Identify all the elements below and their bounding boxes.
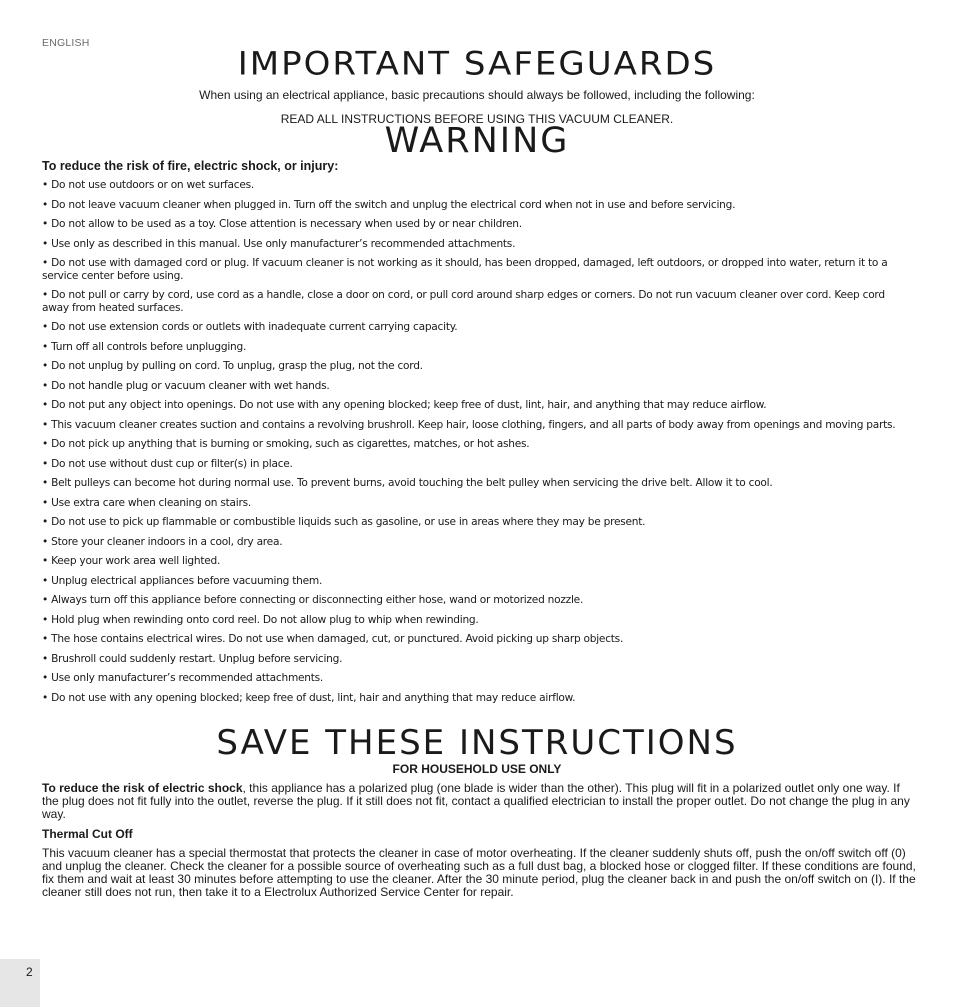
- read-all-instructions: READ ALL INSTRUCTIONS BEFORE USING THIS VACUUM CLEANER.: [280, 112, 674, 126]
- warning-item: • Brushroll could suddenly restart. Unplug before servicing.: [42, 653, 902, 666]
- warning-item: • Always turn off this appliance before connecting or disconnecting either hose, wand or motorized nozzle.: [42, 594, 902, 607]
- warning-item: • Do not allow to be used as a toy. Close attention is necessary when used by or near children.: [42, 218, 902, 231]
- language-label: ENGLISH: [42, 37, 90, 49]
- thermal-cutoff-heading: Thermal Cut Off: [42, 827, 133, 841]
- warning-item: • Keep your work area well lighted.: [42, 555, 902, 568]
- warning-item: • Belt pulleys can become hot during normal use. To prevent burns, avoid touching the belt pulley when servicing the drive belt. Allow it to cool.: [42, 477, 902, 490]
- intro-text: When using an electrical appliance, basic precautions should always be followed, including the following:: [199, 88, 755, 102]
- warning-item: • Do not put any object into openings. Do not use with any opening blocked; keep free of dust, lint, hair, and anything that may reduce airflow.: [42, 399, 902, 412]
- title-important-safeguards: IMPORTANT SAFEGUARDS: [237, 45, 717, 83]
- warning-item: • Do not pick up anything that is burning or smoking, such as cigarettes, matches, or hot ashes.: [42, 438, 902, 451]
- page-number: 2: [26, 965, 33, 979]
- warning-list: [42, 179, 902, 711]
- warning-item: • Use extra care when cleaning on stairs.: [42, 497, 902, 510]
- electric-shock-lead: To reduce the risk of electric shock: [42, 781, 243, 795]
- warning-item: • Hold plug when rewinding onto cord reel. Do not allow plug to whip when rewinding.: [42, 614, 902, 627]
- warning-item: • Do not leave vacuum cleaner when plugged in. Turn off the switch and unplug the electrical cord when not in use and before servicing.: [42, 199, 902, 212]
- page-number-tab: [0, 959, 40, 1007]
- household-use-only: FOR HOUSEHOLD USE ONLY: [392, 762, 562, 776]
- electric-shock-paragraph: [42, 782, 917, 821]
- warning-item: • Use only manufacturer’s recommended attachments.: [42, 672, 902, 685]
- title-warning: WARNING: [384, 121, 570, 161]
- warning-item: • Store your cleaner indoors in a cool, dry area.: [42, 536, 902, 549]
- warning-item: • Do not unplug by pulling on cord. To unplug, grasp the plug, not the cord.: [42, 360, 902, 373]
- warning-item: • Do not handle plug or vacuum cleaner with wet hands.: [42, 380, 902, 393]
- thermal-cutoff-paragraph: This vacuum cleaner has a special thermostat that protects the cleaner in case of motor overheating. If the cleaner suddenly shuts off, push the on/off switch off (0) and unplug the cleaner. Check the cleaner for a possible source of overheating such as a full dust bag, a blocked hose or clogged filter. If these conditions are found, fix them and wait at least 30 minutes before attempting to use the cleaner. After the 30 minute period, plug the cleaner back in and push the on/off switch on (I). If the cleaner still does not run, then take it to a Electrolux Authorized Service Center for repair.: [42, 846, 916, 899]
- warning-item: • Do not use to pick up flammable or combustible liquids such as gasoline, or use in areas where they may be present.: [42, 516, 902, 529]
- warning-item: • Do not use with damaged cord or plug. If vacuum cleaner is not working as it should, has been dropped, damaged, left outdoors, or dropped into water, return it to a service center before using.: [42, 257, 902, 282]
- warning-item: • Do not use with any opening blocked; keep free of dust, lint, hair and anything that may reduce airflow.: [42, 692, 902, 705]
- warning-item: • Do not pull or carry by cord, use cord as a handle, close a door on cord, or pull cord around sharp edges or corners. Do not run vacuum cleaner over cord. Keep cord away from heated surfaces.: [42, 289, 902, 314]
- warning-item: • Do not use extension cords or outlets with inadequate current carrying capacity.: [42, 321, 902, 334]
- warning-item: • Unplug electrical appliances before vacuuming them.: [42, 575, 902, 588]
- electric-shock-body: , this appliance has a polarized plug (one blade is wider than the other). This plug will fit in a polarized outlet only one way. If the plug does not fit fully into the outlet, reverse the plug. If it still does not fit, contact a qualified electrician to install the proper outlet. Do not change the plug in any way.: [42, 781, 910, 821]
- warning-item: • Do not use outdoors or on wet surfaces.: [42, 179, 902, 192]
- warning-subheading: To reduce the risk of fire, electric shock, or injury:: [42, 159, 339, 173]
- warning-item: • This vacuum cleaner creates suction and contains a revolving brushroll. Keep hair, loose clothing, fingers, and all parts of body away from openings and moving parts.: [42, 419, 902, 432]
- warning-item: • Use only as described in this manual. Use only manufacturer’s recommended attachments.: [42, 238, 902, 251]
- warning-item: • Do not use without dust cup or filter(s) in place.: [42, 458, 902, 471]
- title-save-instructions: SAVE THESE INSTRUCTIONS: [216, 723, 738, 763]
- warning-item: • Turn off all controls before unplugging.: [42, 341, 902, 354]
- warning-item: • The hose contains electrical wires. Do not use when damaged, cut, or punctured. Avoid picking up sharp objects.: [42, 633, 902, 646]
